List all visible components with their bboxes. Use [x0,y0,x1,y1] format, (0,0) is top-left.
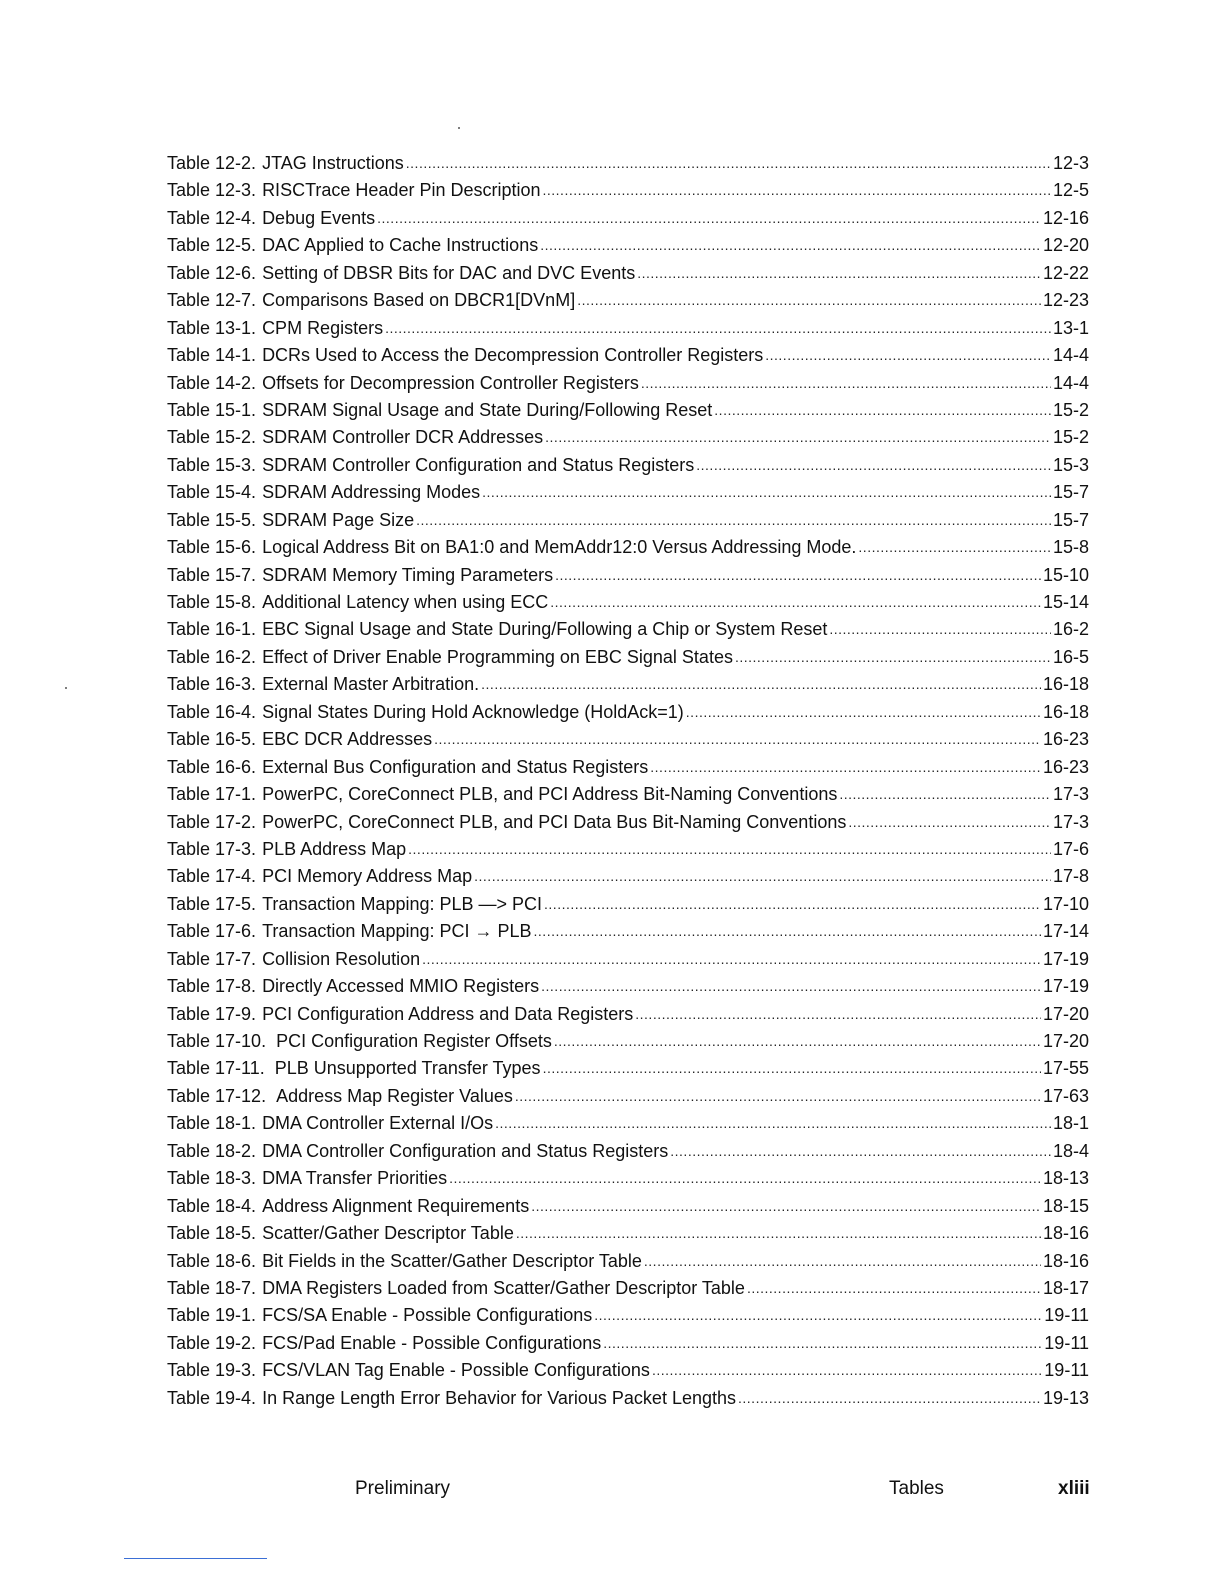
dot-leader [652,1357,1042,1384]
entry-page-number: 16-18 [1042,701,1089,722]
toc-entry[interactable] [167,809,1089,836]
dot-leader [434,726,1041,753]
entry-title: PLB Address Map [262,838,407,859]
dot-leader [696,452,1051,479]
entry-page-number: 17-14 [1042,921,1089,942]
entry-title: DAC Applied to Cache Instructions [262,235,539,256]
dot-leader [534,918,1041,945]
entry-page-number: 17-10 [1042,893,1089,914]
entry-page-number: 16-18 [1042,674,1089,695]
dot-leader [545,424,1051,451]
entry-page-number: 15-7 [1052,482,1089,503]
entry-page-number: 12-3 [1052,153,1089,173]
dot-leader [516,1220,1041,1247]
dot-leader [543,1055,1041,1082]
toc-entry[interactable] [167,205,1089,232]
entry-label: Table 17-5. [167,893,257,914]
entry-label: Table 15-5. [167,509,257,530]
entry-title: DMA Controller External I/Os [262,1113,494,1134]
dot-leader [839,781,1051,808]
dot-leader [829,616,1051,643]
entry-title: Comparisons Based on DBCR1[DVnM] [262,290,576,311]
entry-label: Table 18-1. [167,1113,257,1134]
dot-leader [765,342,1051,369]
entry-label: Table 17-4. [167,866,257,887]
toc-entry[interactable] [167,918,1089,945]
entry-page-number: 13-1 [1052,317,1089,338]
entry-label: Table 18-5. [167,1223,257,1244]
entry-title: DMA Registers Loaded from Scatter/Gather Descriptor Table [262,1277,745,1298]
entry-page-number: 17-19 [1042,976,1089,997]
toc-entry[interactable] [167,781,1089,808]
scan-speck [458,127,460,129]
entry-title: Signal States During Hold Acknowledge (HoldAck=1) [262,701,684,722]
toc-entry[interactable] [167,836,1089,863]
bottom-rule [124,1558,267,1559]
entry-title: SDRAM Page Size [262,509,415,530]
toc-entry[interactable] [167,1302,1089,1329]
toc-entry[interactable] [167,891,1089,918]
entry-page-number: 17-3 [1052,811,1089,832]
footer-page-number: xliii [1058,1478,1090,1499]
dot-leader [377,205,1041,232]
entry-page-number: 15-2 [1052,399,1089,420]
dot-leader [858,534,1051,561]
entry-title: Setting of DBSR Bits for DAC and DVC Events [262,262,636,283]
entry-page-number: 18-4 [1052,1140,1089,1161]
toc-entry[interactable] [167,479,1089,506]
dot-leader [577,287,1041,314]
toc-entry[interactable] [167,671,1089,698]
entry-label: Table 15-4. [167,482,257,503]
entry-title: SDRAM Memory Timing Parameters [262,564,554,585]
dot-leader [637,260,1041,287]
entry-title: DMA Transfer Priorities [262,1168,448,1189]
entry-title: PCI Configuration Register Offsets [276,1031,552,1051]
entry-title: External Master Arbitration. [262,674,480,695]
entry-title: Offsets for Decompression Controller Registers [262,372,639,393]
toc-entry[interactable] [167,1385,1089,1412]
dot-leader [541,973,1041,1000]
entry-label: Table 14-2. [167,372,257,393]
dot-leader [738,1385,1041,1412]
entry-page-number: 18-17 [1042,1277,1089,1298]
entry-label: Table 15-7. [167,564,257,585]
dot-leader [555,562,1041,589]
entry-title: PowerPC, CoreConnect PLB, and PCI Data Bus Bit-Naming Conventions [262,811,847,832]
entry-page-number: 18-16 [1042,1250,1089,1271]
entry-label: Table 15-6. [167,537,257,558]
entry-page-number: 12-5 [1052,180,1089,201]
entry-page-number: 19-11 [1044,1360,1089,1381]
entry-label: Table 13-1. [167,317,257,338]
entry-page-number: 17-6 [1052,838,1089,859]
toc-entry[interactable] [167,315,1089,342]
entry-label: Table 12-7. [167,290,257,311]
entry-label: Table 17-1. [167,784,257,805]
toc-entry[interactable] [167,397,1089,424]
entry-title: Debug Events [262,207,376,228]
entry-label: Table 14-1. [167,345,257,366]
entry-label: Table 17-10. [167,1031,267,1051]
dot-leader [686,699,1041,726]
entry-label: Table 12-4. [167,207,257,228]
entry-title: PowerPC, CoreConnect PLB, and PCI Address Bit-Naming Conventions [262,784,838,805]
entry-title: CPM Registers [262,317,384,338]
entry-label: Table 17-11. [167,1058,265,1079]
dot-leader [641,370,1051,397]
dot-leader [481,671,1041,698]
entry-page-number: 18-13 [1042,1168,1089,1189]
table-of-tables-list [167,150,1089,1412]
toc-entry[interactable] [167,1055,1089,1082]
entry-title: SDRAM Controller DCR Addresses [262,427,544,448]
toc-entry[interactable] [167,754,1089,781]
dot-leader [848,809,1051,836]
entry-page-number: 17-3 [1052,784,1089,805]
entry-title: EBC DCR Addresses [262,729,433,750]
entry-page-number: 16-5 [1052,646,1089,667]
entry-title: Logical Address Bit on BA1:0 and MemAddr12:0 Versus Addressing Mode. [262,537,857,558]
toc-entry[interactable] [167,1028,1089,1055]
entry-title: PLB Unsupported Transfer Types [274,1058,541,1079]
entry-page-number: 17-8 [1052,866,1089,887]
dot-leader [635,1001,1041,1028]
toc-entry[interactable] [167,150,1089,177]
entry-label: Table 17-7. [167,948,257,969]
dot-leader [385,315,1051,342]
toc-entry[interactable] [167,726,1089,753]
entry-page-number: 14-4 [1052,372,1089,393]
entry-page-number: 12-23 [1042,290,1089,311]
entry-page-number: 16-23 [1042,729,1089,750]
toc-entry[interactable] [167,424,1089,451]
toc-entry[interactable] [167,973,1089,1000]
entry-page-number: 15-2 [1052,427,1089,448]
toc-entry[interactable] [167,946,1089,973]
entry-page-number: 12-20 [1042,235,1089,256]
toc-entry[interactable] [167,562,1089,589]
toc-entry[interactable] [167,534,1089,561]
entry-page-number: 18-1 [1052,1113,1089,1134]
entry-label: Table 17-12. [167,1085,267,1106]
entry-page-number: 14-4 [1052,345,1089,366]
entry-title: Scatter/Gather Descriptor Table [262,1223,514,1244]
entry-label: Table 16-4. [167,701,257,722]
entry-title: FCS/SA Enable - Possible Configurations [262,1305,593,1326]
entry-title: PCI Memory Address Map [262,866,473,887]
scan-speck [65,687,67,689]
entry-title: RISCTrace Header Pin Description [262,180,541,201]
entry-label: Table 16-2. [167,646,257,667]
entry-title: Additional Latency when using ECC [262,592,549,612]
entry-page-number: 17-20 [1042,1031,1089,1051]
entry-label: Table 18-7. [167,1277,257,1298]
entry-title: Bit Fields in the Scatter/Gather Descriptor Table [262,1250,642,1271]
entry-title: EBC Signal Usage and State During/Following a Chip or System Reset [262,619,828,640]
entry-label: Table 17-2. [167,811,257,832]
entry-title: DMA Controller Configuration and Status Registers [262,1140,669,1161]
toc-entry[interactable] [167,589,1089,616]
entry-page-number: 19-11 [1044,1305,1089,1326]
dot-leader [408,836,1051,863]
entry-title: SDRAM Controller Configuration and Status Registers [262,454,695,475]
footer-section-title: Tables [889,1478,944,1499]
toc-entry[interactable] [167,1357,1089,1384]
entry-title: SDRAM Signal Usage and State During/Following Reset [262,399,713,420]
toc-entry[interactable] [167,699,1089,726]
dot-leader [735,644,1051,671]
entry-label: Table 15-8. [167,592,257,612]
toc-entry[interactable] [167,863,1089,890]
entry-title: PCI Configuration Address and Data Registers [262,1003,634,1024]
toc-entry[interactable] [167,1001,1089,1028]
dot-leader [550,589,1041,616]
entry-page-number: 17-19 [1042,948,1089,969]
dot-leader [540,232,1041,259]
dot-leader [650,754,1041,781]
entry-title: Address Alignment Requirements [262,1195,530,1216]
dot-leader [670,1138,1051,1165]
entry-page-number: 16-2 [1052,619,1089,640]
toc-entry[interactable] [167,177,1089,204]
entry-label: Table 17-6. [167,921,257,942]
entry-title: FCS/Pad Enable - Possible Configurations [262,1332,602,1353]
entry-page-number: 17-20 [1042,1003,1089,1024]
entry-label: Table 17-8. [167,976,257,997]
dot-leader [554,1028,1041,1055]
toc-entry[interactable] [167,1138,1089,1165]
entry-label: Table 18-3. [167,1168,257,1189]
entry-page-number: 18-15 [1042,1195,1089,1216]
entry-title: Collision Resolution [262,948,421,969]
entry-label: Table 12-6. [167,262,257,283]
toc-entry[interactable] [167,260,1089,287]
entry-title: SDRAM Addressing Modes [262,482,481,503]
dot-leader [495,1110,1051,1137]
dot-leader [603,1330,1042,1357]
toc-entry[interactable] [167,1275,1089,1302]
entry-title: Directly Accessed MMIO Registers [262,976,540,997]
entry-title: Transaction Mapping: PCI → PLB [262,921,532,942]
entry-page-number: 15-3 [1052,454,1089,475]
entry-title: Effect of Driver Enable Programming on EBC Signal States [262,646,733,667]
entry-page-number: 19-11 [1044,1332,1089,1353]
entry-page-number: 12-22 [1042,262,1089,283]
entry-label: Table 19-2. [167,1332,257,1353]
entry-title: JTAG Instructions [262,153,404,173]
toc-entry[interactable] [167,232,1089,259]
entry-title: Address Map Register Values [276,1085,513,1106]
entry-page-number: 12-16 [1042,207,1089,228]
entry-label: Table 16-3. [167,674,257,695]
entry-label: Table 16-5. [167,729,257,750]
entry-label: Table 16-6. [167,756,257,777]
toc-entry[interactable] [167,1083,1089,1110]
entry-label: Table 19-1. [167,1305,257,1326]
toc-entry[interactable] [167,1248,1089,1275]
entry-title: FCS/VLAN Tag Enable - Possible Configurations [262,1360,650,1381]
entry-label: Table 12-5. [167,235,257,256]
page-footer [0,1478,1224,1504]
dot-leader [644,1248,1041,1275]
dot-leader [515,1083,1041,1110]
toc-entry[interactable] [167,342,1089,369]
entry-title: In Range Length Error Behavior for Various Packet Lengths [262,1387,737,1408]
entry-page-number: 18-16 [1042,1223,1089,1244]
dot-leader [416,507,1051,534]
entry-label: Table 15-2. [167,427,257,448]
dot-leader [531,1193,1041,1220]
entry-label: Table 16-1. [167,619,257,640]
entry-label: Table 18-6. [167,1250,257,1271]
dot-leader [449,1165,1041,1192]
toc-entry[interactable] [167,1110,1089,1137]
toc-entry[interactable] [167,616,1089,643]
entry-label: Table 18-4. [167,1195,257,1216]
entry-label: Table 17-3. [167,838,257,859]
dot-leader [714,397,1051,424]
dot-leader [482,479,1051,506]
entry-label: Table 19-3. [167,1360,257,1381]
entry-label: Table 15-3. [167,454,257,475]
toc-entry[interactable] [167,1165,1089,1192]
toc-entry[interactable] [167,1193,1089,1220]
entry-label: Table 18-2. [167,1140,257,1161]
toc-entry[interactable] [167,452,1089,479]
dot-leader [543,177,1051,204]
entry-page-number: 15-14 [1042,592,1089,612]
entry-page-number: 15-10 [1042,564,1089,585]
entry-page-number: 15-7 [1052,509,1089,530]
dot-leader [474,863,1051,890]
entry-label: Table 15-1. [167,399,257,420]
entry-label: Table 17-9. [167,1003,257,1024]
toc-entry[interactable] [167,507,1089,534]
dot-leader [544,891,1041,918]
footer-status-text: Preliminary [355,1478,451,1499]
entry-page-number: 17-63 [1042,1085,1089,1106]
toc-entry[interactable] [167,1220,1089,1247]
toc-entry[interactable] [167,370,1089,397]
dot-leader [747,1275,1041,1302]
entry-page-number: 17-55 [1042,1058,1089,1079]
toc-entry[interactable] [167,1330,1089,1357]
dot-leader [594,1302,1042,1329]
entry-title: DCRs Used to Access the Decompression Controller Registers [262,345,764,366]
entry-page-number: 16-23 [1042,756,1089,777]
entry-title: External Bus Configuration and Status Registers [262,756,649,777]
toc-entry[interactable] [167,287,1089,314]
entry-title: Transaction Mapping: PLB —> PCI [262,893,543,914]
entry-label: Table 12-2. [167,153,257,173]
entry-page-number: 19-13 [1042,1387,1089,1408]
entry-label: Table 19-4. [167,1387,257,1408]
entry-label: Table 12-3. [167,180,257,201]
entry-page-number: 15-8 [1052,537,1089,558]
dot-leader [406,150,1051,177]
dot-leader [422,946,1041,973]
toc-entry[interactable] [167,644,1089,671]
